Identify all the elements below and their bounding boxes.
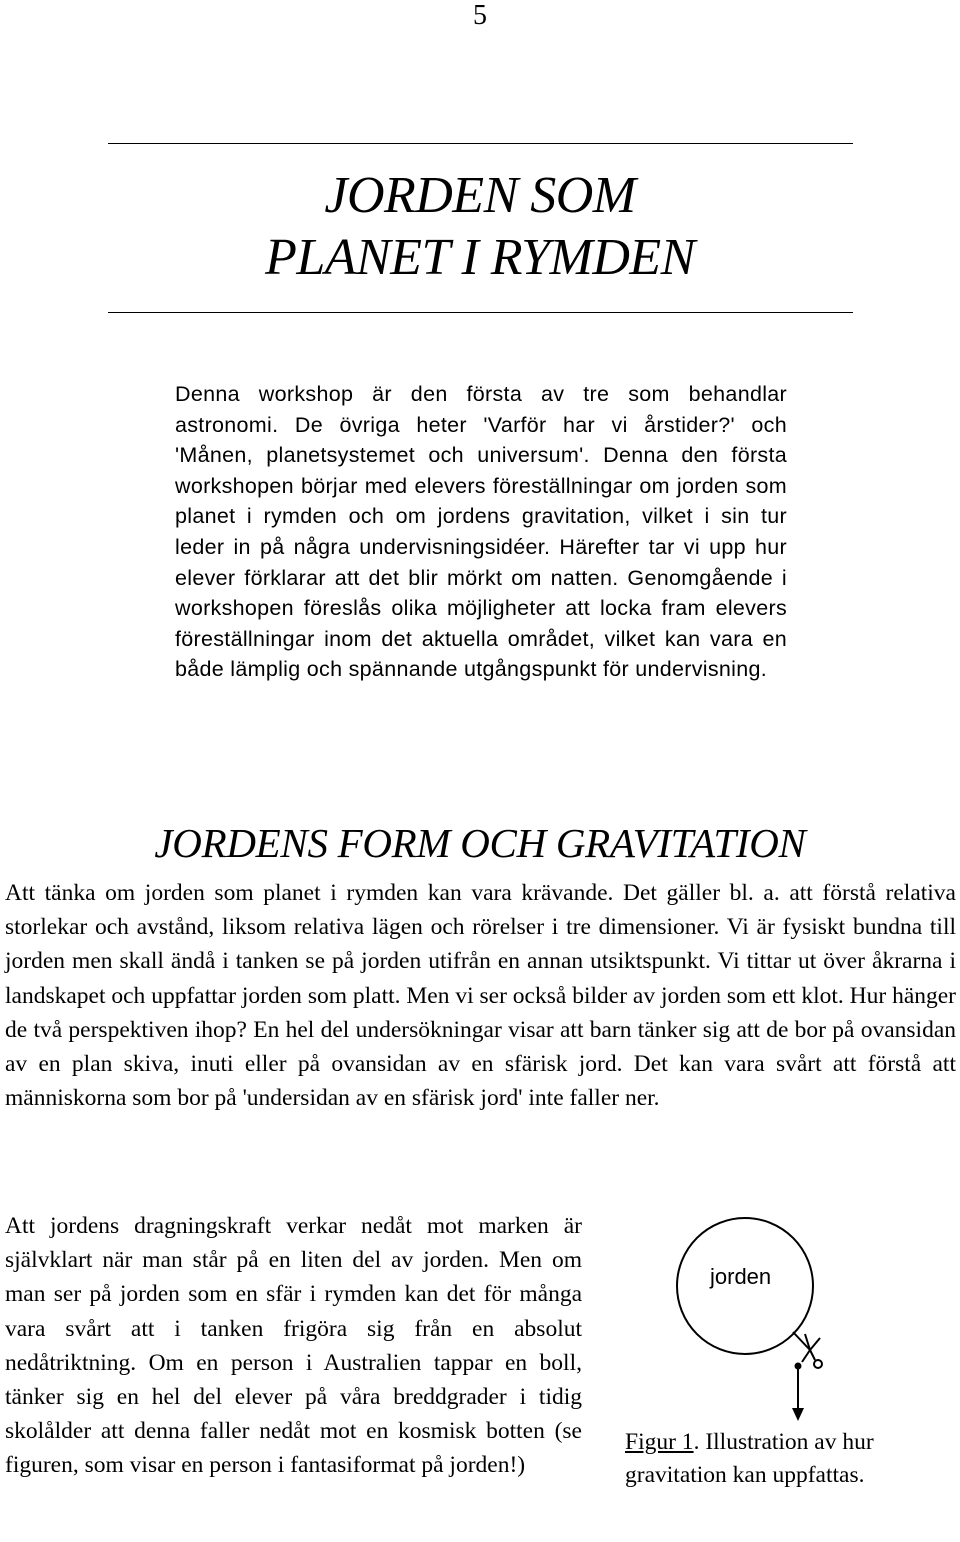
earth-label: jorden — [710, 1264, 772, 1289]
page-number: 5 — [473, 0, 487, 31]
gravity-figure — [620, 1208, 940, 1438]
figure-caption-ref: Figur 1 — [625, 1429, 694, 1455]
page-title-line-1: JORDEN SOM — [324, 167, 636, 224]
title-rule-top — [108, 143, 853, 144]
section-heading: JORDENS FORM OCH GRAVITATION — [154, 820, 806, 866]
figure-caption-text: . Illustration av hur gravitation kan uppfattas. — [625, 1429, 874, 1488]
title-rule-bottom — [108, 312, 853, 313]
falling-arrow-icon — [792, 1363, 804, 1422]
gravity-paragraph: Att jordens dragningskraft verkar nedåt mot marken är självklart när man står på en liten del av jorden. Men om man ser på jorden som en sfär i rymden kan det för många vara svårt att i tanken frigöra sig från en absolut nedåtriktning. Om en person i Australien tappar en boll, tänker sig en hel del elever på våra breddgrader i tidig skolålder att denna faller nedåt mot en kosmisk botten (se figuren, som visar en person i fantasiformat på jorden!) — [5, 1213, 582, 1479]
figure-drawing — [620, 1208, 940, 1438]
intro-paragraph: Denna workshop är den första av tre som behandlar astronomi. De övriga heter 'Varför har vi årstider?' och 'Månen, planetsystemet och universum'. Denna den första workshopen börjar med elevers föreställningar om jorden som planet i rymden och om jordens gravitation, vilket i sin tur leder in på några undervisningsidéer. Härefter tar vi upp hur elever förklarar att det blir mörkt om natten. Genomgående i workshopen föreslås olika möjligheter att locka fram elevers föreställningar inom det aktuella området, vilket kan vara en både lämplig och spännande utgångspunkt för undervisning. — [175, 382, 787, 682]
page-title-line-2: PLANET I RYMDEN — [265, 229, 695, 286]
section-paragraph: Att tänka om jorden som planet i rymden kan vara krävande. Det gäller bl. a. att förstå relativa storlekar och avstånd, liksom relativa lägen och rörelser i tre dimensioner. Vi är fysiskt bundna till jorden men skall ändå i tanken se på jorden utifrån en annan utsiktspunkt. Vi tittar ut över åkrarna i landskapet och uppfattar jorden som platt. Men vi ser också bilder av jorden som ett klot. Hur hänger de två perspektiven ihop? En hel del undersökningar visar att barn tänker sig att de bor på ovansidan av en plan skiva, inuti eller på ovansidan av en sfärisk jord. Det kan vara svårt att förstå att människorna som bor på 'undersidan av en sfärisk jord' inte faller ner. — [5, 880, 956, 1112]
page-title — [0, 165, 960, 289]
figure-caption — [625, 1426, 945, 1492]
